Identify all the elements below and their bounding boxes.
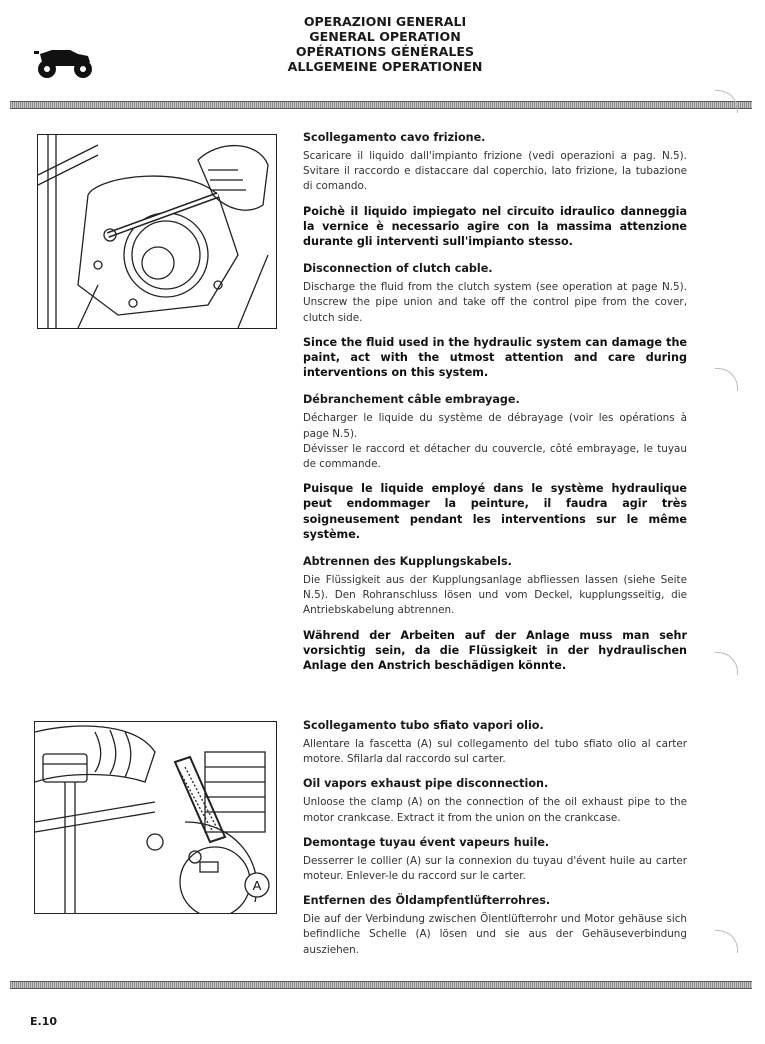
margin-mark (715, 652, 738, 675)
page-number: E.10 (30, 1015, 58, 1028)
section2-title-en: Oil vapors exhaust pipe disconnection. (303, 777, 549, 791)
section1-warning-de: Während der Arbeiten auf der Anlage muss man sehr vorsichtig sein, da die Flüssigkeit in der hydraulischen Anlage den Anstrich beschädigen könnte. (303, 628, 687, 673)
section2-title-fr: Demontage tuyau évent vapeurs huile. (303, 835, 550, 849)
section1-body-it: Scaricare il liquido dall'impianto frizione (vedi operazioni a pag. N.5). Svitare il raccordo e distaccare dal coperchio, lato frizione, la tubazione di comando. (303, 150, 687, 193)
section1-title-de: Abtrennen des Kupplungskabels. (303, 555, 512, 569)
header-title-en: GENERAL OPERATION (309, 29, 461, 44)
margin-mark (715, 368, 738, 391)
header-title-it: OPERAZIONI GENERALI (303, 14, 467, 29)
margin-mark (715, 930, 738, 953)
section2-body-en: Unloose the clamp (A) on the connection of the oil exhaust pipe to the motor crankcase. Extract it from the union on the crankcase. (303, 796, 687, 824)
section1-title-en: Disconnection of clutch cable. (303, 262, 493, 276)
oil-breather-pipe-illustration (35, 722, 276, 913)
section1-text (303, 130, 687, 685)
figure-label-a: A (252, 878, 262, 893)
section1-warning-fr: Puisque le liquide employé dans le système hydraulique peut endommager la peinture, il faudra agir très soigneusement pendant les interventions sur le même système. (303, 482, 687, 541)
section1-body-fr-1: Décharger le liquide du système de débrayage (voir les opérations à page N.5). (303, 412, 687, 440)
bottom-divider (10, 981, 752, 989)
section2-body-fr: Desserrer le collier (A) sur la connexion du tuyau d'évent huile au carter moteur. Enlever-le du raccord sur le carter. (303, 854, 687, 883)
margin-mark (715, 90, 738, 113)
section1-title-fr: Débranchement câble embrayage. (303, 393, 520, 407)
section2-body-de: Die auf der Verbindung zwischen Ölentlüfterrohr und Motor gehäuse sich befindliche Schelle (A) lösen und sie aus der Gehäuseverbindung ausziehen. (303, 913, 687, 956)
clutch-cover-wrench-illustration (38, 135, 276, 328)
clutch-cover-figure (37, 134, 277, 329)
section2-body-it: Allentare la fascetta (A) sul collegamento del tubo sfiato olio al carter motore. Sfilarla dal raccordo sul carter. (303, 738, 687, 766)
section1-warning-it: Poichè il liquido impiegato nel circuito idraulico danneggia la vernice è necessario agire con la massima attenzione durante gli interventi sull'impianto stesso. (303, 204, 687, 249)
section2-text (303, 718, 687, 967)
section1-body-en: Discharge the fluid from the clutch system (see operation at page N.5). Unscrew the pipe union and take off the control pipe from the cover, clutch side. (303, 281, 687, 324)
section1-body-de: Die Flüssigkeit aus der Kupplungsanlage abfliessen lassen (siehe Seite N.5). Den Rohranschluss lösen und vom Deckel, kupplungsseitig, die Antriebskabelung abtrennen. (303, 574, 687, 617)
section2-title-it: Scollegamento tubo sfiato vapori olio. (303, 719, 544, 732)
section2-title-de: Entfernen des Öldampfentlüfterrohres. (303, 894, 551, 908)
motorcycle-icon (30, 42, 100, 82)
top-divider (10, 101, 752, 109)
section1-title-it: Scollegamento cavo frizione. (303, 131, 486, 144)
section1-warning-en: Since the fluid used in the hydraulic system can damage the paint, act with the utmost attention and care during interventions on this system. (303, 335, 687, 380)
header-title-de: ALLGEMEINE OPERATIONEN (287, 59, 483, 74)
section1-body-fr-2: Dévisser le raccord et détacher du couvercle, côté embrayage, le tuyau de commande. (303, 442, 687, 471)
header-title-fr: OPÉRATIONS GÉNÉRALES (295, 44, 475, 59)
page-header-titles (270, 14, 500, 74)
oil-breather-figure (34, 721, 277, 914)
